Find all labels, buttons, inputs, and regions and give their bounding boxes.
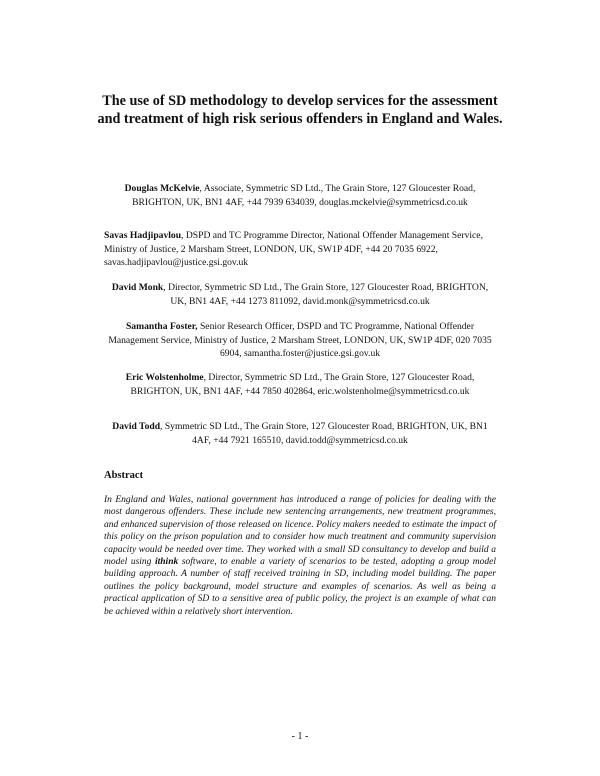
author-name: Douglas McKelvie	[124, 183, 200, 194]
abstract-part-1: In England and Wales, national government has introduced a range of policies for dealing with the most dangerous offenders. These include new sentencing arrangements, new treatment programmes, and enhanced supervision of those released on licence. Policy makers needed to estimate the impact of this policy on the prison population and to consider how much treatment and community supervision capacity would be needed over time. They worked with a small SD consultancy to develop and build a model using	[104, 495, 496, 568]
author-name: David Monk	[111, 282, 164, 293]
author-name: Eric Wolstenholme	[125, 372, 204, 383]
author-details: , Symmetric SD Ltd., The Grain Store, 127 Gloucester Road, BRIGHTON, UK, BN1 4AF, +44 7921 165510, david.todd@symmetricsd.co.uk	[160, 421, 488, 446]
abstract-text	[104, 494, 496, 618]
page-number: - 1 -	[291, 731, 309, 742]
author-name: Samantha Foster,	[125, 321, 198, 332]
author-block-todd	[104, 420, 496, 447]
author-block-monk	[104, 281, 496, 308]
author-details: , Director, Symmetric SD Ltd., The Grain Store, 127 Gloucester Road, BRIGHTON, UK, BN1 4AF, +44 7850 402864, eric.wolstenholme@symmetricsd.co.uk	[130, 372, 475, 397]
author-details: Senior Research Officer, DSPD and TC Programme, National Offender Management Service, Ministry of Justice, 2 Marsham Street, LONDON, UK, SW1P 4DF, 020 7035 6904, samantha.foster@justice.gsi.gov.uk	[108, 321, 492, 359]
paper-title: The use of SD methodology to develop services for the assessment and treatment of high risk serious offenders in England and Wales.	[97, 93, 503, 127]
author-name: Savas Hadjipavlou	[104, 230, 182, 241]
author-details: , DSPD and TC Programme Director, National Offender Management Service, Ministry of Justice, 2 Marsham Street, LONDON, UK, SW1P 4DF, +44 20 7035 6922, savas.hadjipavlou@justice.gsi.gov.uk	[104, 230, 483, 268]
abstract-part-2: software, to enable a variety of scenarios to be tested, adopting a group model building approach. A number of staff received training in SD, including model building. The paper outlines the policy background, model structure and examples of scenarios. As well as being a practical application of SD to a sensitive area of public policy, the project is an example of what can be achieved within a relatively short intervention.	[104, 557, 496, 617]
author-details: , Associate, Symmetric SD Ltd., The Grain Store, 127 Gloucester Road, BRIGHTON, UK, BN1 4AF, +44 7939 634039, douglas.mckelvie@symmetricsd.co.uk	[132, 183, 476, 208]
author-details: , Director, Symmetric SD Ltd., The Grain Store, 127 Gloucester Road, BRIGHTON, UK, BN1 4AF, +44 1273 811092, david.monk@symmetricsd.co.uk	[163, 282, 489, 307]
author-block-foster	[104, 320, 496, 361]
author-block-wolstenholme	[104, 371, 496, 398]
abstract-heading: Abstract	[104, 470, 144, 481]
software-name: ithink	[155, 557, 179, 568]
author-block-hadjipavlou	[104, 229, 496, 270]
author-name: David Todd	[112, 421, 161, 432]
author-block-mckelvie	[104, 182, 496, 209]
